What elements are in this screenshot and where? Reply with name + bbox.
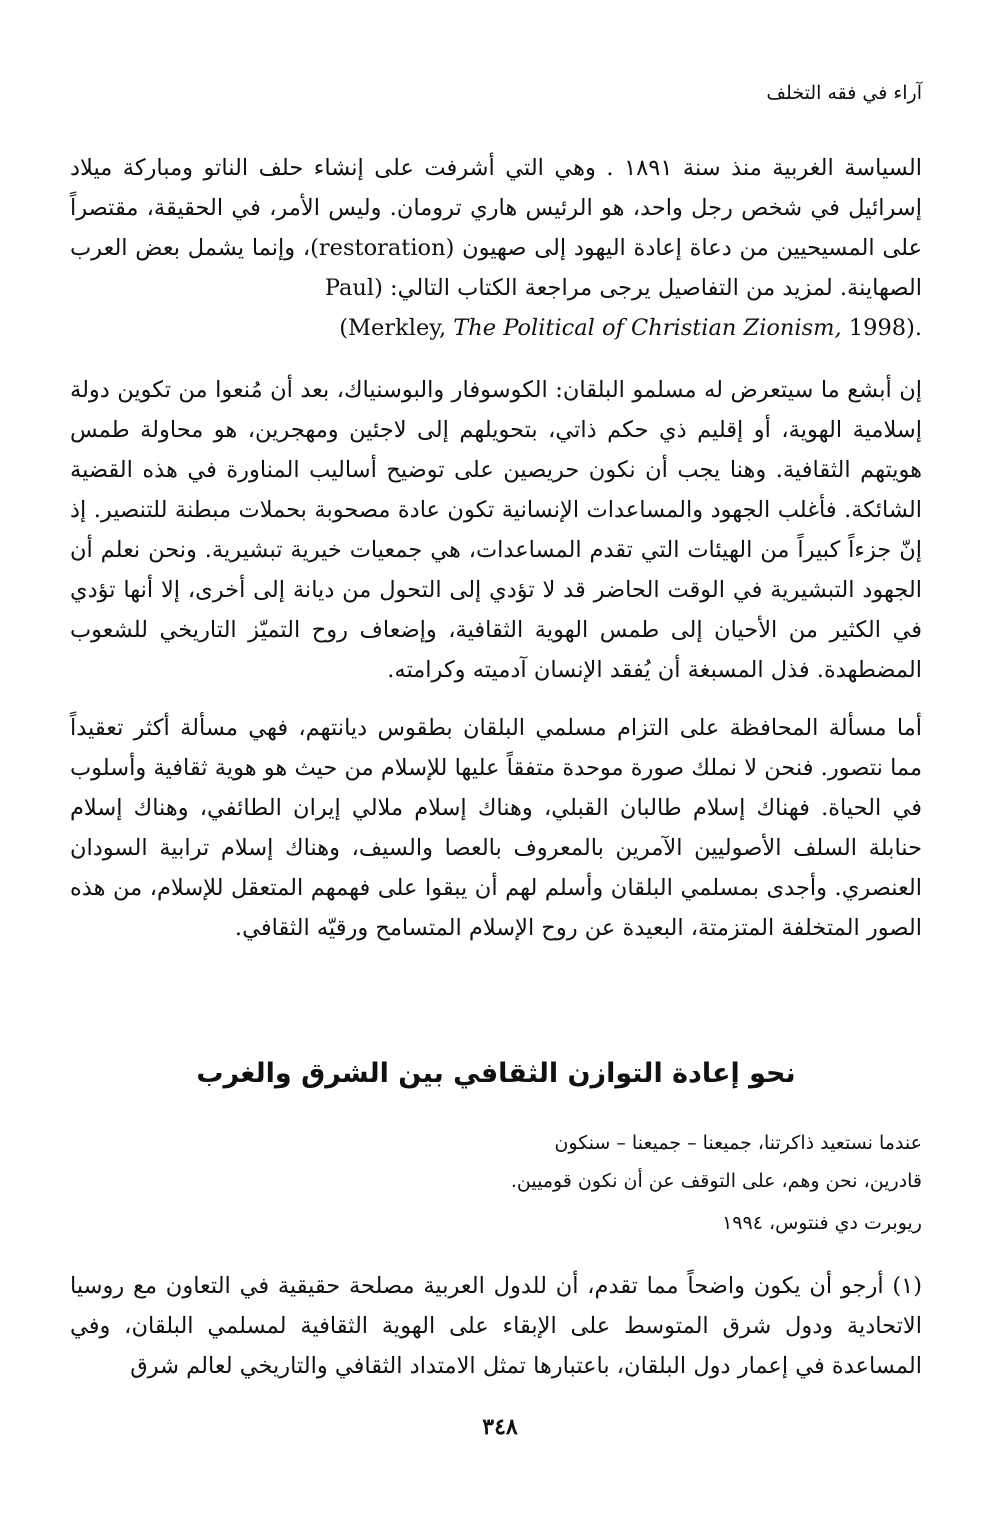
- paragraph-4: (١) أرجو أن يكون واضحاً مما تقدم، أن للدول العربية مصلحة حقيقية في التعاون مع روسيا الاتحادية ودول شرق المتوسط على الإبقاء على الهوية الثقافية لمسلمي البلقان، وفي المساعدة في إعمار دول البلقان، باعتبارها تمثل الامتداد الثقافي والتاريخي لعالم شرق: [70, 1273, 922, 1379]
- epigraph-line-2: قادرين، نحن وهم، على التوقف عن أن نكون قوميين.: [510, 1170, 922, 1192]
- citation-book-title: The Political of Christian Zionism,: [453, 315, 842, 341]
- section-heading: نحو إعادة التوازن الثقافي بين الشرق والغرب: [196, 1058, 796, 1089]
- paragraph-2: إن أبشع ما سيتعرض له مسلمو البلقان: الكوسوفار والبوسنياك، بعد أن مُنعوا من تكوين دولة إسلامية الهوية، أو إقليم ذي حكم ذاتي، بتحويلهم إلى لاجئين ومهجرين، هو محاولة طمس هويتهم الثقافية. وهنا يجب أن نكون حريصين على توضيح أساليب المناورة في هذه القضية الشائكة. فأغلب الجهود والمساعدات الإنسانية تكون عادة مصحوبة بحملات مبطنة للتنصير. إذ إنّ جزءاً كبيراً من الهيئات التي تقدم المساعدات، هي جمعيات خيرية تبشيرية. ونحن نعلم أن الجهود التبشيرية في الوقت الحاضر قد لا تؤدي إلى التحول من ديانة إلى أخرى، إلا أنها تؤدي في الكثير من الأحيان إلى طمس الهوية الثقافية، وإضعاف روح التميّز التاريخي للشعوب المضطهدة. فذل المسبغة أن يُفقد الإنسان آدميته وكرامته.: [70, 377, 922, 683]
- paragraph-text: السياسة الغربية منذ سنة ١٨٩١ . وهي التي أشرفت على إنشاء حلف الناتو ومباركة ميلاد إسرائيل في شخص رجل واحد، هو الرئيس هاري ترومان. وليس الأمر، في الحقيقة، مقتصراً على المسيحيين من دعاة إعادة اليهود إلى صهيون (restoration)، وإنما يشمل بعض العرب الصهاينة. لمزيد من التفاصيل يرجى مراجعة الكتاب التالي: (Paul: [70, 155, 923, 301]
- running-header: آراء في فقه التخلف: [766, 82, 922, 104]
- footnote-paragraph-1: [70, 148, 922, 348]
- citation-prefix: (Merkley,: [339, 315, 454, 341]
- epigraph-line-1: عندما نستعيد ذاكرتنا، جميعنا – جميعنا – سنكون: [554, 1132, 922, 1154]
- paragraph-3: أما مسألة المحافظة على التزام مسلمي البلقان بطقوس ديانتهم، فهي مسألة أكثر تعقيداً مما نتصور. فنحن لا نملك صورة موحدة متفقاً عليها للإسلام من حيث هو هوية ثقافية وأسلوب في الحياة. فهناك إسلام طالبان القبلي، وهناك إسلام ملالي إيران الطائفي، وهناك إسلام حنابلة السلف الأصوليين الآمرين بالمعروف بالعصا والسيف، وهناك إسلام ترابية السودان العنصري. وأجدى بمسلمي البلقان وأسلم لهم أن يبقوا على فهمهم المتعقل للإسلام، من هذه الصور المتخلفة المتزمتة، البعيدة عن روح الإسلام المتسامح ورقيّه الثقافي.: [70, 715, 922, 941]
- page-number: ٣٤٨: [482, 1414, 518, 1440]
- epigraph-attribution: ريوبرت دي فنتوس، ١٩٩٤: [722, 1212, 922, 1234]
- citation-suffix: 1998).: [841, 315, 922, 341]
- citation: [339, 315, 922, 341]
- epigraph: [70, 1124, 922, 1200]
